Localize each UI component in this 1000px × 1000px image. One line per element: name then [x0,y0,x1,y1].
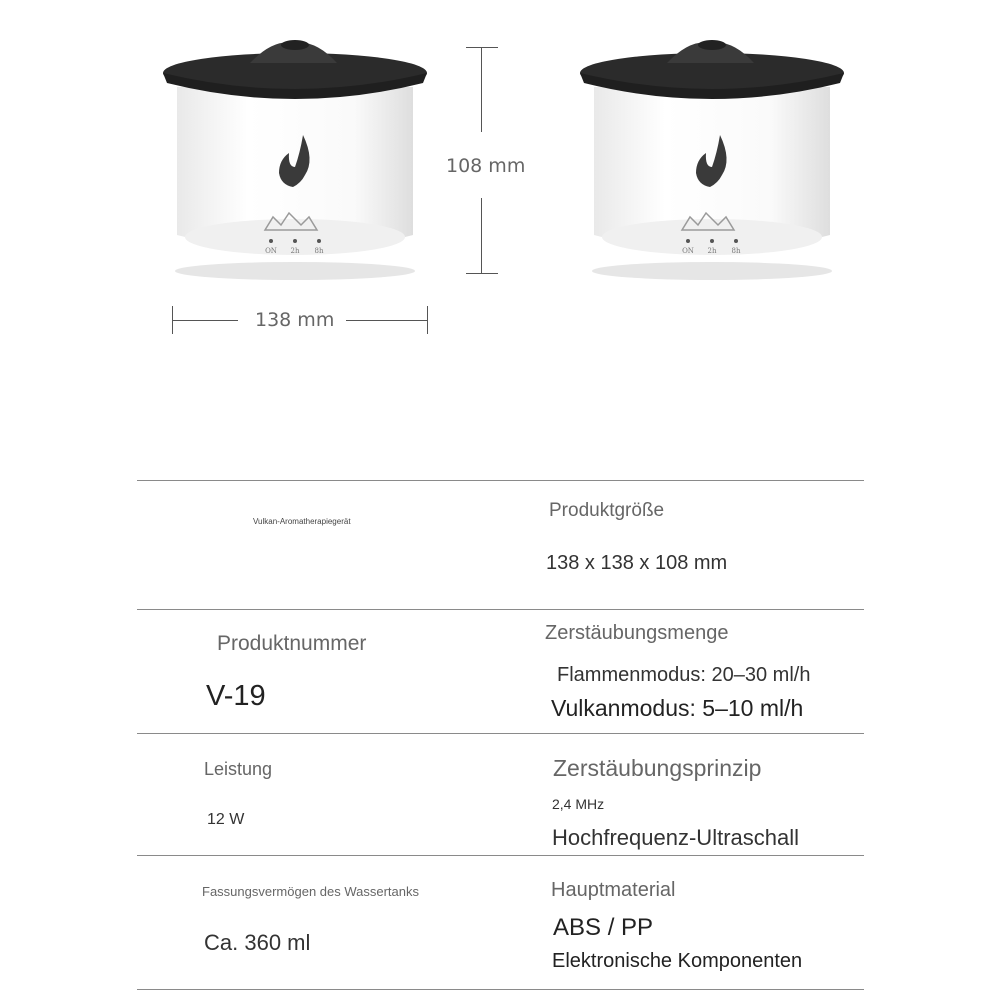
height-cap-bottom [466,273,498,274]
number-label: Produktnummer [217,632,367,655]
volcano-mode: Vulkanmodus: 5–10 ml/h [551,695,804,721]
power-label: Leistung [204,759,273,779]
flame-mode: Flammenmodus: 20–30 ml/h [557,664,811,686]
number-value: V-19 [206,680,266,712]
width-line-right [346,320,427,321]
diffuser-front-image [155,35,435,285]
principle-label: Zerstäubungsprinzip [553,755,762,781]
material-value: ABS / PP [553,914,654,941]
btn-2h-label: 2h [707,247,717,255]
principle-freq: 2,4 MHz [552,796,605,812]
height-cap-top [466,47,498,48]
height-line-top [481,47,482,132]
product-name: Vulkan-Aromatherapiegerät [253,517,351,526]
table-rule [137,989,864,990]
size-value: 138 x 138 x 108 mm [546,552,728,574]
diffuser-angle-image [572,35,852,285]
atomization-label: Zerstäubungsmenge [545,622,729,644]
material-extra: Elektronische Komponenten [552,950,803,972]
table-rule [137,609,864,610]
table-rule [137,855,864,856]
btn-on-label: ON [682,247,694,255]
width-cap-right [427,306,428,334]
tank-value: Ca. 360 ml [204,930,311,955]
material-label: Hauptmaterial [551,879,676,901]
btn-8h-label: 8h [731,247,741,255]
size-label: Produktgröße [549,500,665,521]
table-rule [137,480,864,481]
power-value: 12 W [207,811,245,828]
height-line-bottom [481,198,482,273]
btn-8h-label: 8h [314,247,324,255]
table-rule [137,733,864,734]
width-line-left [172,320,238,321]
principle-value: Hochfrequenz-Ultraschall [552,825,799,850]
height-label: 108 mm [446,155,526,177]
tank-label: Fassungsvermögen des Wassertanks [202,884,420,899]
width-label: 138 mm [255,309,335,331]
btn-2h-label: 2h [290,247,300,255]
btn-on-label: ON [265,247,277,255]
